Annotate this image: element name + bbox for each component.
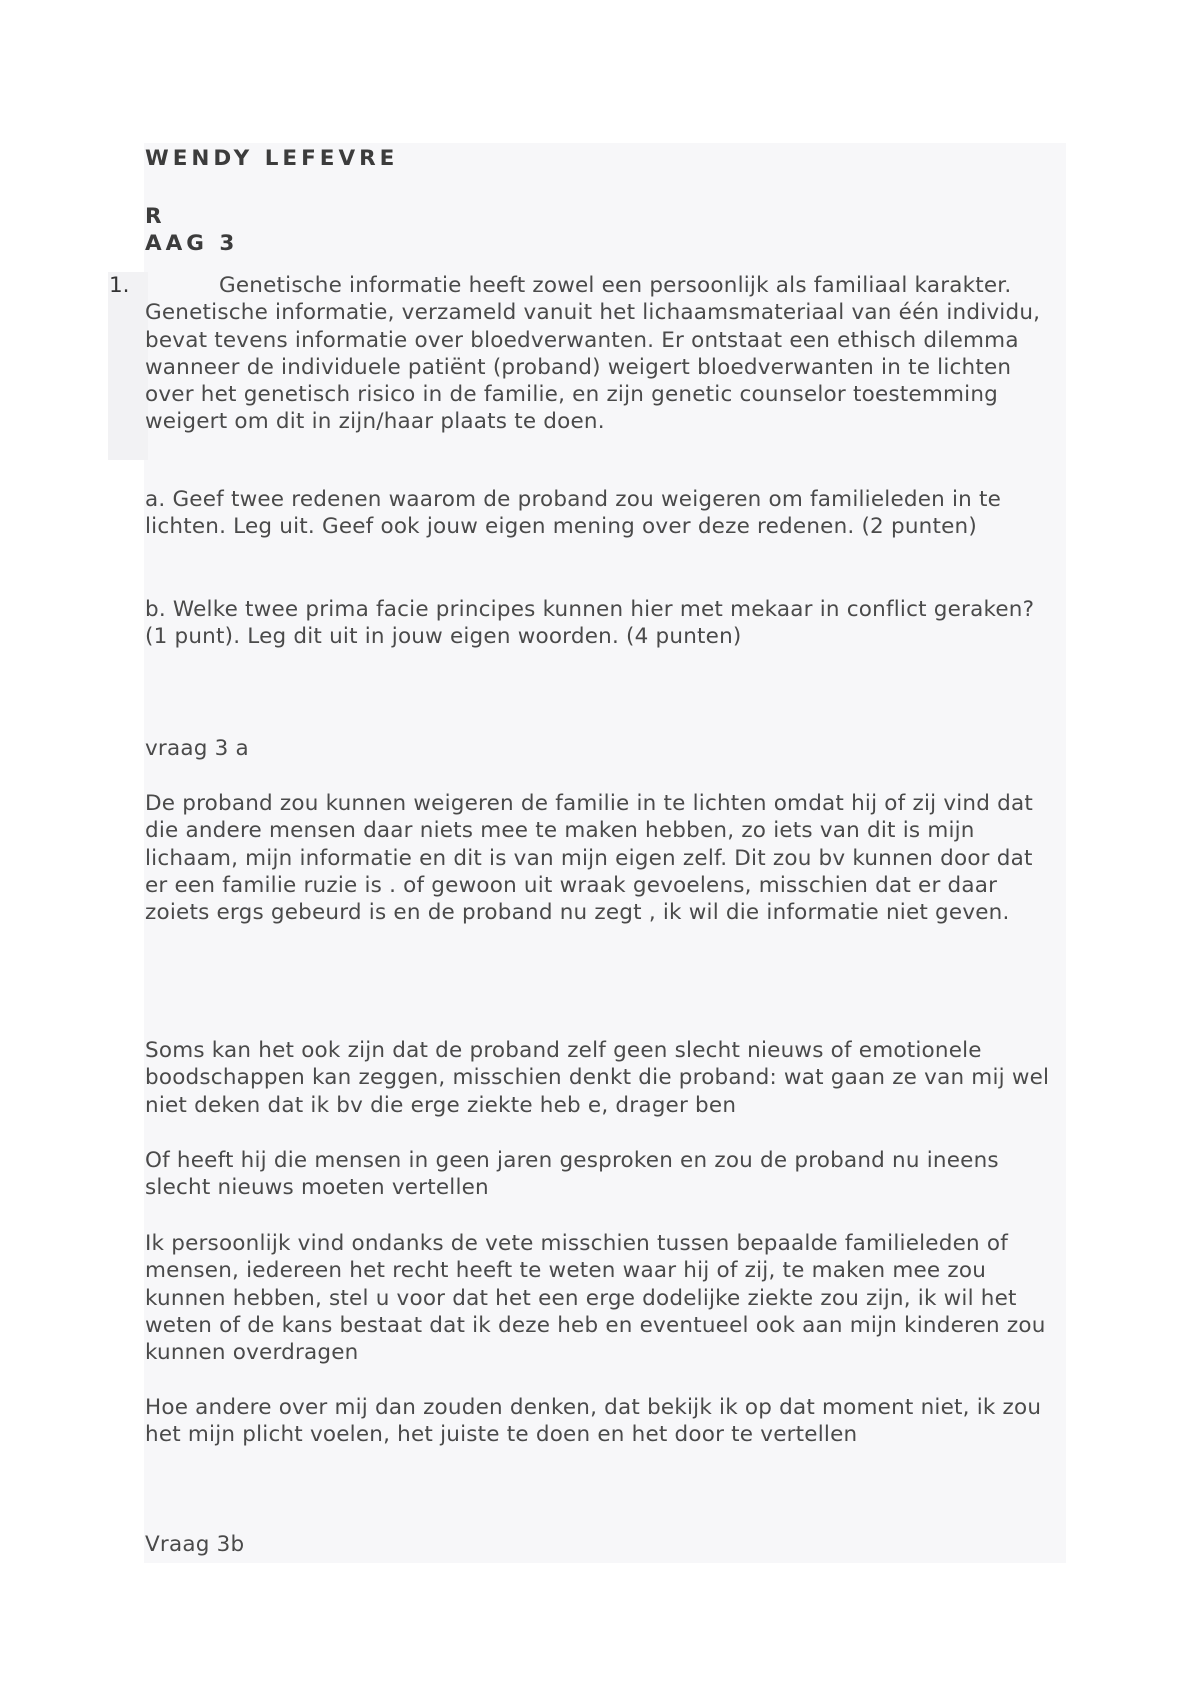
author-name: WENDY LEFEVRE [145, 146, 399, 171]
question-heading-line1: R [145, 204, 166, 229]
question-b: b. Welke twee prima facie principes kunnen hier met mekaar in conflict geraken? (1 punt). Leg dit uit in jouw eigen woorden. (4 punten) [145, 597, 1035, 650]
answer-b-title: Vraag 3b [145, 1532, 245, 1557]
list-marker-background [108, 272, 148, 460]
question-intro: Genetische informatie heeft zowel een persoonlijk als familiaal karakter. Genetische informatie, verzameld vanuit het lichaamsmateriaal van één individu, bevat tevens informatie over bloedverwanten. Er ontstaat een ethisch dilemma wanneer de individuele patiënt (proband) weigert bloedverwanten in te lichten over het genetisch risico in de familie, en zijn genetic counselor toestemming weigert om dit in zijn/haar plaats te doen. [145, 273, 1041, 435]
answer-a-paragraph-3: Of heeft hij die mensen in geen jaren gesproken en zou de proband nu ineens slecht nieuws moeten vertellen [145, 1148, 999, 1201]
answer-a-paragraph-4: Ik persoonlijk vind ondanks de vete misschien tussen bepaalde familieleden of mensen, iedereen het recht heeft te weten waar hij of zij, te maken mee zou kunnen hebben, stel u voor dat het een erge dodelijke ziekte zou zijn, ik wil het weten of de kans bestaat dat ik deze heb en eventueel ook aan mijn kinderen zou kunnen overdragen [145, 1231, 1046, 1366]
answer-a-paragraph-5: Hoe andere over mij dan zouden denken, dat bekijk ik op dat moment niet, ik zou het mijn plicht voelen, het juiste te doen en het door te vertellen [145, 1395, 1042, 1448]
answer-a-paragraph-1: De proband zou kunnen weigeren de familie in te lichten omdat hij of zij vind dat die andere mensen daar niets mee te maken hebben, zo iets van dit is mijn lichaam, mijn informatie en dit is van mijn eigen zelf. Dit zou bv kunnen door dat er een familie ruzie is . of gewoon uit wraak gevoelens, misschien dat er daar zoiets ergs gebeurd is en de proband nu zegt , ik wil die informatie niet geven. [145, 791, 1033, 926]
question-a: a. Geef twee redenen waarom de proband zou weigeren om familieleden in te lichten. Leg uit. Geef ook jouw eigen mening over deze redenen. (2 punten) [145, 487, 1002, 540]
answer-a-paragraph-2: Soms kan het ook zijn dat de proband zelf geen slecht nieuws of emotionele boodschappen kan zeggen, misschien denkt die proband: wat gaan ze van mij wel niet deken dat ik bv die erge ziekte heb e, drager ben [145, 1038, 1050, 1118]
list-number: 1. [109, 273, 130, 298]
answer-a-title: vraag 3 a [145, 736, 249, 761]
question-heading-line2: AAG 3 [145, 231, 239, 256]
